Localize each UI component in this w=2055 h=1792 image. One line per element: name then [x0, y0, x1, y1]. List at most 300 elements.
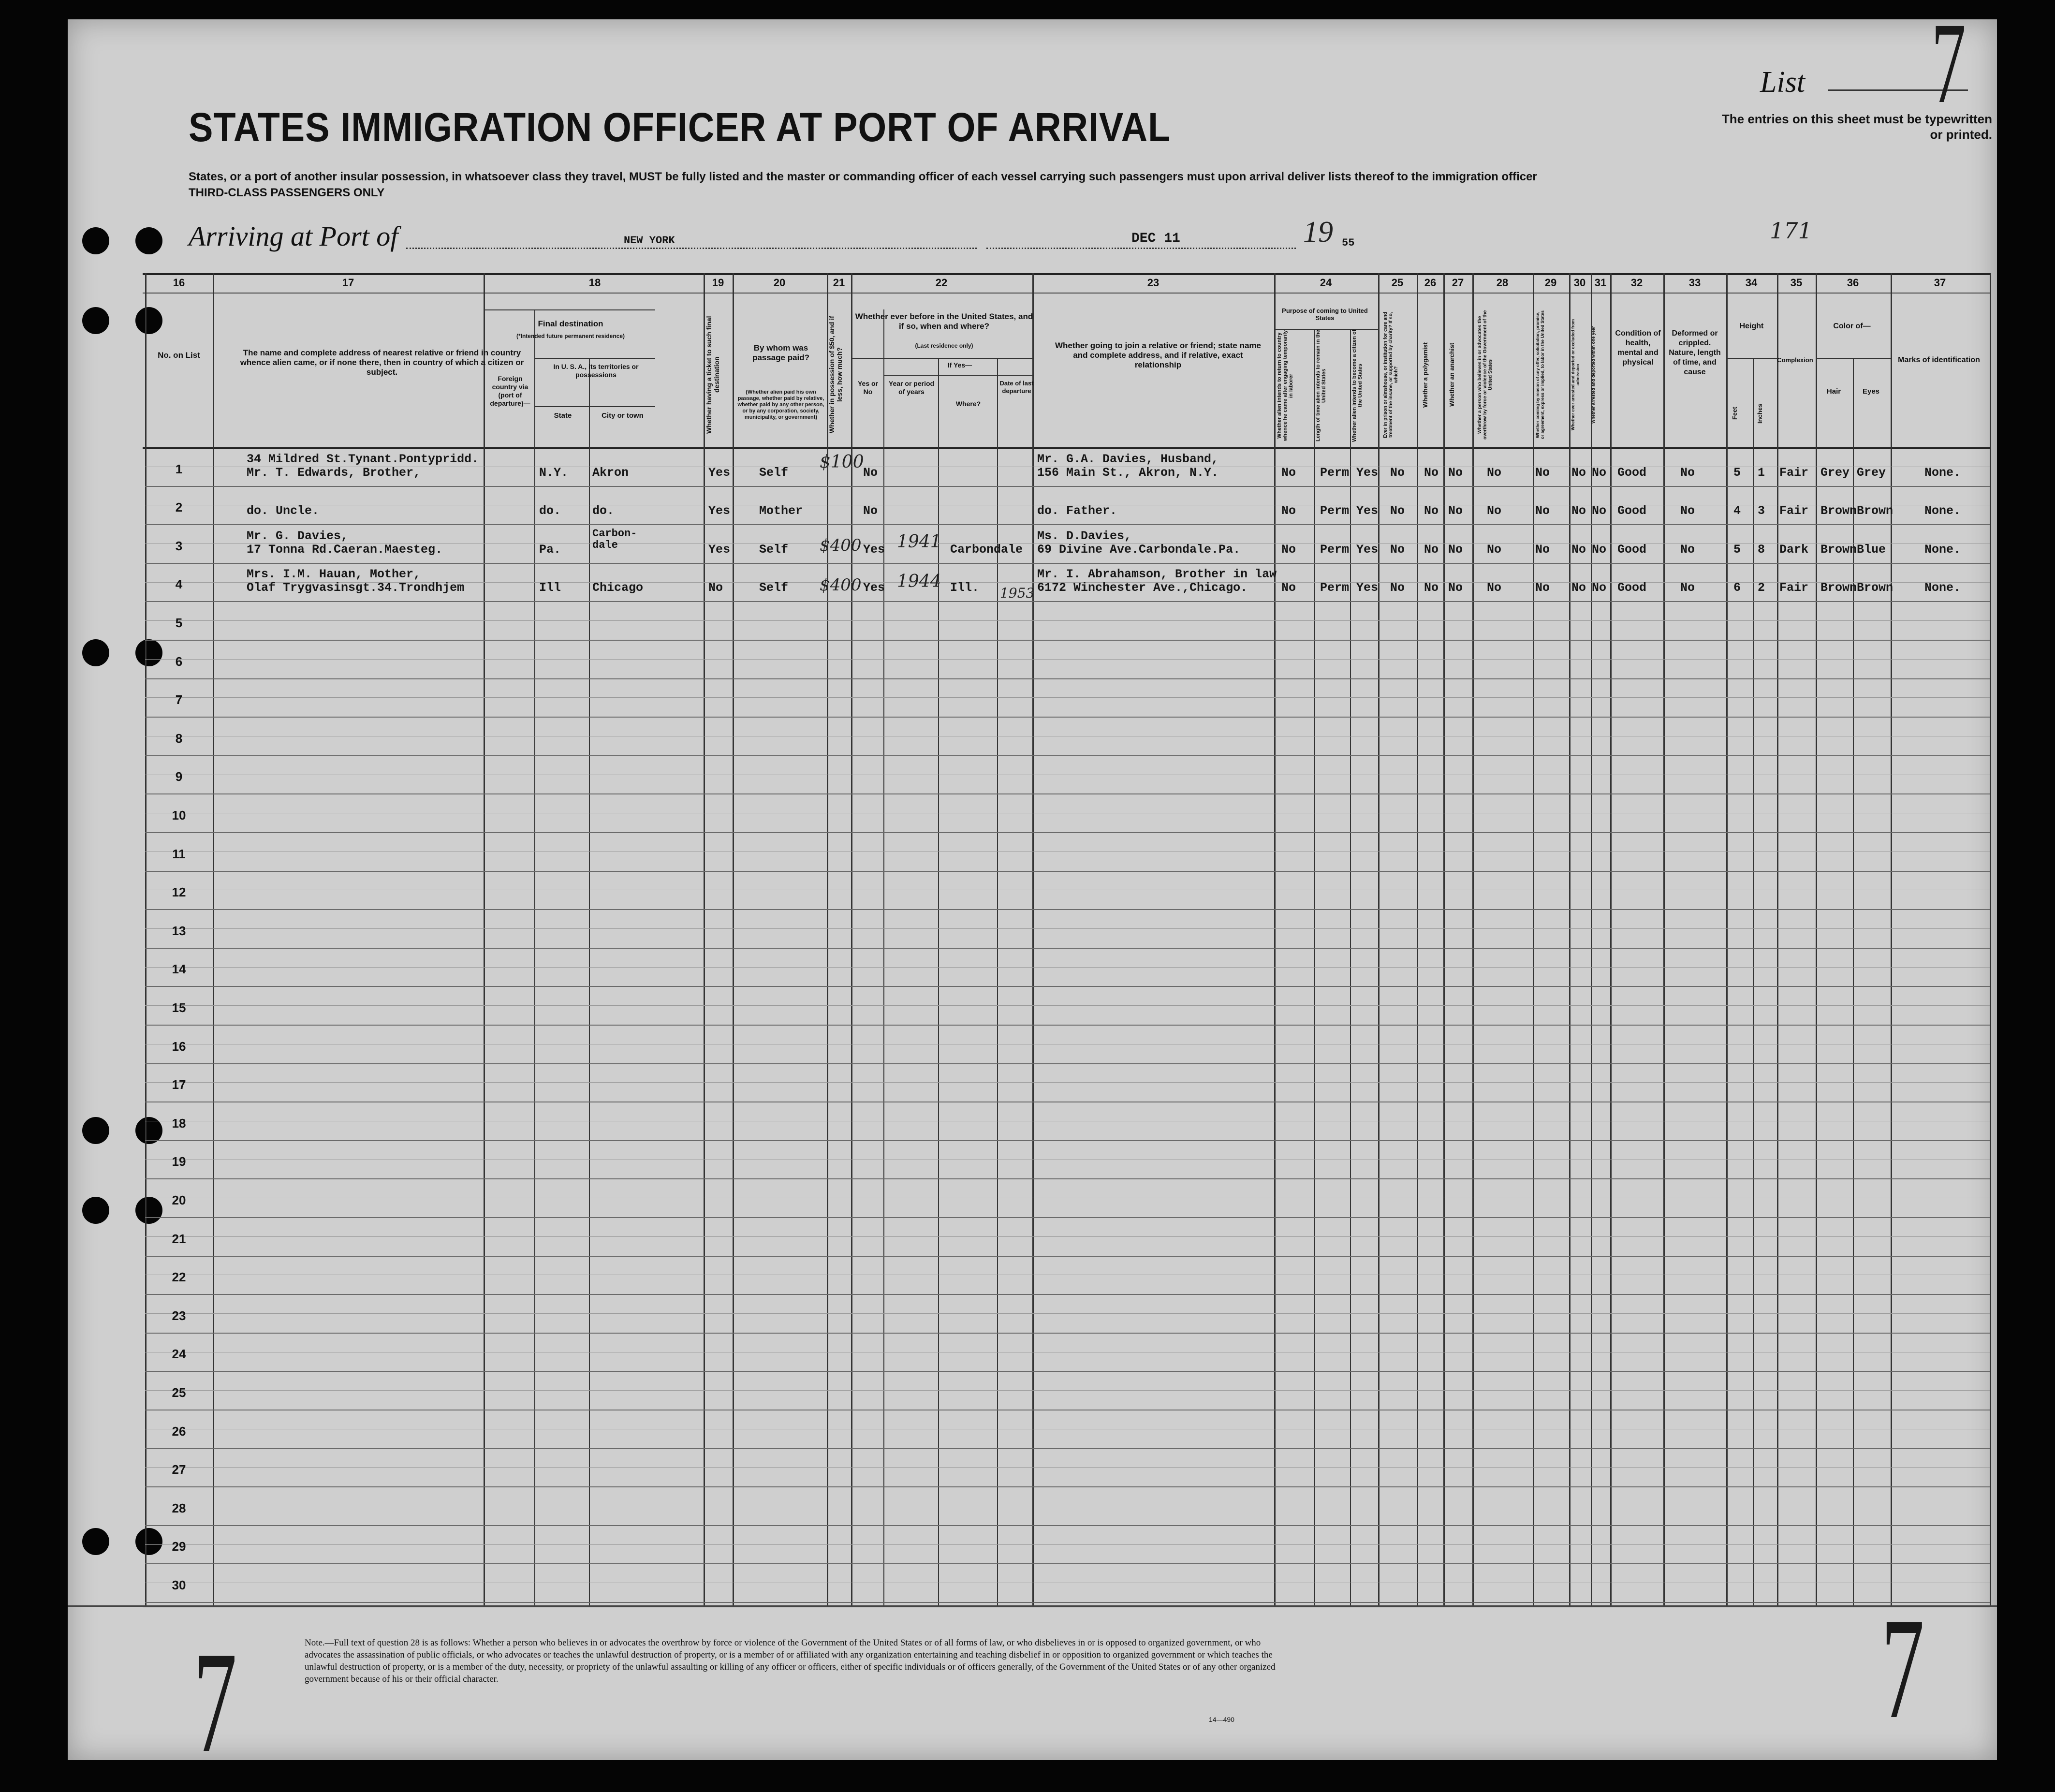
header-subdivider — [851, 358, 1032, 359]
column-number: 37 — [1934, 277, 1946, 289]
header-bottom-border — [143, 447, 1990, 449]
header-final-destination-note: (*Intended future permanent residence) — [516, 333, 625, 339]
passenger-class: THIRD-CLASS PASSENGERS ONLY — [189, 186, 385, 199]
cell-feet: 5 — [1733, 543, 1741, 557]
cell-city: do. — [592, 504, 615, 518]
header-height: Height — [1739, 322, 1764, 330]
cell-citizen: Yes — [1356, 466, 1379, 480]
cell-prison: No — [1390, 466, 1405, 480]
column-divider — [1274, 273, 1276, 1605]
cell-deformed: No — [1680, 543, 1695, 557]
cell-eyes: Blue — [1857, 543, 1886, 557]
row-divider — [145, 563, 1990, 564]
header-purpose: Purpose of coming to United States — [1282, 307, 1368, 322]
cell-complexion: Fair — [1779, 581, 1809, 595]
column-number: 27 — [1452, 277, 1464, 289]
header-join-relative: Whether going to join a relative or friend; state name and complete address, and if relative, exact relationship — [1055, 341, 1261, 369]
handwritten-money-3: $400 — [820, 536, 862, 555]
column-divider — [1777, 273, 1778, 1605]
row-divider — [145, 1602, 1990, 1603]
row-divider — [145, 986, 1990, 987]
list-number-handwritten: 7 — [1931, 19, 1966, 127]
header-before-note: (Last residence only) — [915, 342, 973, 349]
cell-relative-line1: Mr. G. Davies, — [247, 529, 349, 543]
cell-q28: No — [1487, 466, 1502, 480]
form-subtitle: States, or a port of another insular possession, in whatsoever class they travel, MUST be fully listed and the master or commanding officer of each vessel carrying such passengers must upon arrival deliver lists thereof to the immigration officer — [189, 170, 1537, 183]
cell-polygamist: No — [1424, 543, 1439, 557]
row-divider — [145, 1178, 1990, 1179]
column-divider — [1663, 273, 1665, 1605]
row-number: 7 — [175, 692, 183, 707]
cell-paid-by: Self — [759, 543, 789, 557]
cell-ticket: Yes — [708, 504, 731, 518]
header-polygamist: Whether a polygamist — [1422, 342, 1429, 408]
header-passage-note: (Whether alien paid his own passage, whether paid by relative, whether paid by any other person, or by any corporation, society, municipality, or government) — [737, 389, 824, 420]
row-divider — [145, 793, 1990, 794]
punch-hole — [82, 1117, 109, 1144]
header-purpose-return: Whether alien intends to return to country whence he came after engaging temporarily in laborer — [1277, 330, 1294, 441]
punch-hole — [82, 639, 109, 666]
header-q31: Whether arrested and deported within one year — [1591, 326, 1596, 424]
cell-q29: No — [1535, 466, 1550, 480]
row-number: 1 — [175, 462, 183, 476]
header-subdivider — [1726, 358, 1777, 359]
row-number: 27 — [172, 1462, 186, 1477]
handwritten-year-3: 1941 — [897, 532, 941, 552]
row-midline — [145, 1544, 1990, 1545]
cell-marks: None. — [1924, 466, 1961, 480]
cell-hair: Brown — [1820, 543, 1857, 557]
row-divider — [145, 1563, 1990, 1564]
cell-hair: Brown — [1820, 581, 1857, 595]
cell-return: No — [1281, 581, 1296, 595]
cell-before-where: Carbondale — [950, 543, 1023, 557]
row-number: 18 — [172, 1116, 186, 1131]
cell-length: Perm — [1320, 581, 1350, 595]
cell-join-line2: 156 Main St., Akron, N.Y. — [1037, 466, 1219, 480]
row-divider — [145, 1448, 1990, 1449]
page-stamp: 171 — [1770, 218, 1812, 244]
cell-q31: No — [1592, 581, 1607, 595]
row-midline — [145, 1467, 1990, 1468]
table-top-border — [143, 273, 1990, 275]
row-midline — [145, 697, 1990, 698]
header-foreign-country: Foreign country via (port of departure)— — [490, 375, 530, 407]
date-value: DEC 11 — [1131, 231, 1180, 246]
cell-prison: No — [1390, 543, 1405, 557]
subcolumn-divider — [534, 309, 535, 1605]
cell-city: Chicago — [592, 581, 644, 595]
cell-q28: No — [1487, 581, 1502, 595]
cell-health: Good — [1617, 504, 1647, 518]
cell-prison: No — [1390, 581, 1405, 595]
row-divider — [145, 1025, 1990, 1026]
cell-q31: No — [1592, 466, 1607, 480]
cell-feet: 4 — [1733, 504, 1741, 518]
column-number: 18 — [588, 277, 601, 289]
colnum-row-border — [143, 293, 1990, 294]
cell-deformed: No — [1680, 466, 1695, 480]
list-mark-right: 7 — [1881, 1588, 1924, 1748]
column-number: 28 — [1496, 277, 1509, 289]
cell-eyes: Brown — [1857, 504, 1894, 518]
cell-join-line2: 6172 Winchester Ave.,Chicago. — [1037, 581, 1248, 595]
header-q28: Whether a person who believes in or advocates the overthrow by force or violence of the Government of the United States — [1477, 310, 1493, 440]
cell-join-line1: Mr. I. Abrahamson, Brother in law — [1037, 567, 1277, 581]
header-before-year: Year or period of years — [888, 380, 935, 396]
column-divider — [1610, 273, 1612, 1605]
cell-length: Perm — [1320, 504, 1350, 518]
column-number: 36 — [1847, 277, 1859, 289]
cell-complexion: Fair — [1779, 466, 1809, 480]
cell-ticket: Yes — [708, 543, 731, 557]
row-midline — [145, 1390, 1990, 1391]
year-suffix: 55 — [1342, 237, 1355, 249]
cell-marks: None. — [1924, 543, 1961, 557]
header-subdivider — [1816, 358, 1891, 359]
column-divider — [1032, 273, 1034, 1605]
row-number: 8 — [175, 731, 183, 746]
header-health: Condition of health, mental and physical — [1615, 329, 1661, 367]
cell-hair: Brown — [1820, 504, 1857, 518]
column-divider — [733, 273, 734, 1605]
cell-state: N.Y. — [539, 466, 569, 480]
row-number: 19 — [172, 1154, 186, 1169]
header-ticket: Whether having a ticket to such final destination — [705, 316, 720, 434]
header-subdivider — [534, 358, 655, 359]
column-number: 16 — [173, 277, 185, 289]
row-midline — [145, 1082, 1990, 1083]
cell-q28: No — [1487, 543, 1502, 557]
cell-health: Good — [1617, 581, 1647, 595]
column-divider — [1891, 273, 1892, 1605]
cell-eyes: Brown — [1857, 581, 1894, 595]
row-divider — [145, 871, 1990, 872]
cell-length: Perm — [1320, 466, 1350, 480]
row-number: 17 — [172, 1077, 186, 1092]
header-final-destination: Final destination — [538, 319, 603, 328]
header-before-date: Date of last departure — [999, 380, 1034, 395]
header-prison: Ever in prison or almshouse, or institution for care and treatment of the insane, or supported by charity? If so, which? — [1383, 311, 1399, 438]
cell-feet: 5 — [1733, 466, 1741, 480]
row-number: 30 — [172, 1578, 186, 1592]
cell-deformed: No — [1680, 581, 1695, 595]
date-line — [986, 248, 1296, 249]
cell-marks: None. — [1924, 581, 1961, 595]
cell-q30: No — [1571, 581, 1586, 595]
row-midline — [145, 967, 1990, 968]
column-number: 26 — [1424, 277, 1437, 289]
subcolumn-divider — [589, 358, 590, 1605]
cell-q29: No — [1535, 504, 1550, 518]
row-divider — [145, 717, 1990, 718]
cell-q28: No — [1487, 504, 1502, 518]
row-number: 10 — [172, 808, 186, 823]
row-number: 15 — [172, 1000, 186, 1015]
cell-state: Ill — [539, 581, 561, 595]
row-number: 11 — [172, 847, 186, 861]
header-q29: Whether coming by reason of any offer, solicitation, promise, or agreement, express or implied, to labor in the United States — [1535, 310, 1545, 440]
column-divider — [1726, 273, 1728, 1605]
cell-return: No — [1281, 543, 1296, 557]
cell-join-line2: 69 Divine Ave.Carbondale.Pa. — [1037, 543, 1241, 557]
row-divider — [145, 755, 1990, 756]
header-feet: Feet — [1731, 407, 1738, 420]
header-money: Whether in possession of $50, and if less, how much? — [828, 316, 843, 434]
column-divider — [1378, 273, 1380, 1605]
cell-q30: No — [1571, 504, 1586, 518]
header-eyes: Eyes — [1862, 387, 1880, 396]
header-before-yesno: Yes or No — [857, 380, 879, 396]
header-subdivider — [484, 309, 655, 310]
column-number: 20 — [773, 277, 786, 289]
row-midline — [145, 620, 1990, 621]
cell-relative-line2: 17 Tonna Rd.Caeran.Maesteg. — [247, 543, 443, 557]
column-number: 22 — [935, 277, 948, 289]
cell-hair: Grey — [1820, 466, 1850, 480]
column-number: 23 — [1147, 277, 1160, 289]
cell-before-yn: Yes — [863, 543, 885, 557]
header-subdivider — [534, 406, 655, 407]
cell-polygamist: No — [1424, 504, 1439, 518]
row-number: 20 — [172, 1193, 186, 1207]
cell-q29: No — [1535, 581, 1550, 595]
cell-anarchist: No — [1448, 504, 1463, 518]
cell-citizen: Yes — [1356, 581, 1379, 595]
column-divider — [1533, 273, 1534, 1605]
column-divider — [1816, 273, 1817, 1605]
cell-inches: 1 — [1758, 466, 1765, 480]
row-divider — [145, 1256, 1990, 1257]
row-divider — [145, 1294, 1990, 1295]
column-divider — [1990, 273, 1991, 1605]
header-before-where: Where? — [955, 400, 981, 408]
header-before-in-us: Whether ever before in the United States, and if so, when and where? — [855, 312, 1033, 331]
row-divider — [145, 524, 1990, 525]
handwritten-money-4: $400 — [820, 575, 862, 595]
cell-join-line1: Ms. D.Davies, — [1037, 529, 1132, 543]
arriving-label: Arriving at Port of — [189, 220, 398, 252]
cell-citizen: Yes — [1356, 543, 1379, 557]
form-title: STATES IMMIGRATION OFFICER AT PORT OF ARRIVAL — [189, 104, 1171, 150]
cell-citizen: Yes — [1356, 504, 1379, 518]
cell-complexion: Dark — [1779, 543, 1809, 557]
row-midline — [145, 928, 1990, 929]
handwritten-money-1: $100 — [820, 452, 864, 472]
row-number: 6 — [175, 654, 183, 669]
row-number: 4 — [175, 577, 183, 591]
header-no-on-list: No. on List — [158, 351, 200, 360]
header-deformed: Deformed or crippled. Nature, length of time, and cause — [1669, 329, 1721, 376]
column-divider — [1443, 273, 1445, 1605]
column-number: 29 — [1544, 277, 1557, 289]
cell-q30: No — [1571, 543, 1586, 557]
cell-q31: No — [1592, 543, 1607, 557]
handwritten-year-4: 1944 — [897, 572, 941, 591]
cell-health: Good — [1617, 543, 1647, 557]
punch-hole — [82, 227, 109, 254]
cell-before-yn: No — [863, 504, 878, 518]
cell-before-yn: Yes — [863, 581, 885, 595]
row-number: 22 — [172, 1270, 186, 1284]
cell-inches: 3 — [1758, 504, 1765, 518]
cell-relative-line2: Olaf Trygvasinsgt.34.Trondhjem — [247, 581, 465, 595]
column-number: 31 — [1594, 277, 1607, 289]
header-q30: Whether ever arrested and deported or excluded from admission — [1571, 319, 1580, 431]
header-marks: Marks of identification — [1898, 356, 1980, 364]
row-divider — [145, 1217, 1990, 1218]
header-purpose-length: Length of time alien intends to remain in the United States — [1315, 329, 1327, 442]
row-midline — [145, 1005, 1990, 1006]
column-number: 19 — [712, 277, 724, 289]
cell-inches: 2 — [1758, 581, 1765, 595]
column-divider — [1569, 273, 1571, 1605]
cell-return: No — [1281, 466, 1296, 480]
column-number: 25 — [1391, 277, 1404, 289]
column-number: 34 — [1745, 277, 1758, 289]
row-number: 13 — [172, 924, 186, 938]
row-number: 23 — [172, 1308, 186, 1323]
row-number: 16 — [172, 1039, 186, 1054]
cell-deformed: No — [1680, 504, 1695, 518]
row-divider — [145, 1140, 1990, 1141]
cell-city: Akron — [592, 466, 629, 480]
header-passage-paid: By whom was passage paid? — [752, 343, 810, 362]
cell-q30: No — [1571, 466, 1586, 480]
row-divider — [145, 678, 1990, 679]
cell-before-yn: No — [863, 466, 878, 480]
column-number: 35 — [1790, 277, 1803, 289]
row-divider — [145, 909, 1990, 910]
column-number: 30 — [1573, 277, 1586, 289]
column-divider — [484, 273, 485, 1605]
row-divider — [145, 640, 1990, 641]
row-divider — [145, 948, 1990, 949]
row-number: 9 — [175, 769, 183, 784]
header-inches: Inches — [1756, 403, 1763, 424]
column-number: 21 — [833, 277, 845, 289]
cell-join-line1: Mr. G.A. Davies, Husband, — [1037, 452, 1219, 466]
row-divider — [145, 1525, 1990, 1526]
row-number: 28 — [172, 1501, 186, 1515]
row-divider — [145, 601, 1990, 602]
cell-before-where: Ill. — [950, 581, 980, 595]
cell-join-line2: do. Father. — [1037, 504, 1117, 518]
row-number: 3 — [175, 539, 183, 553]
cell-relative-line2: Mr. T. Edwards, Brother, — [247, 466, 421, 480]
cell-paid-by: Self — [759, 466, 789, 480]
cell-health: Good — [1617, 466, 1647, 480]
row-divider — [145, 1486, 1990, 1487]
year-prefix: 19 — [1303, 216, 1333, 249]
punch-hole — [135, 227, 162, 254]
row-number: 29 — [172, 1539, 186, 1554]
column-divider — [1472, 273, 1474, 1605]
column-divider — [1417, 273, 1418, 1605]
cell-relative-line2: do. Uncle. — [247, 504, 320, 518]
cell-state: do. — [539, 504, 561, 518]
column-number: 17 — [342, 277, 354, 289]
header-purpose-citizen: Whether alien intends to become a citizen of the United States — [1351, 329, 1363, 442]
subcolumn-divider — [1753, 358, 1754, 1605]
subcolumn-divider — [883, 309, 884, 1605]
header-if-yes: If Yes— — [947, 361, 972, 369]
form-number: 14—490 — [1209, 1716, 1234, 1723]
cell-length: Perm — [1320, 543, 1350, 557]
cell-anarchist: No — [1448, 581, 1463, 595]
cell-anarchist: No — [1448, 543, 1463, 557]
port-value: NEW YORK — [624, 235, 675, 247]
row-number: 12 — [172, 885, 186, 899]
cell-return: No — [1281, 504, 1296, 518]
cell-city: Carbon- dale — [592, 528, 637, 551]
row-divider — [145, 486, 1990, 487]
cell-q31: No — [1592, 504, 1607, 518]
cell-paid-by: Mother — [759, 504, 803, 518]
column-number: 33 — [1688, 277, 1701, 289]
row-number: 5 — [175, 616, 183, 630]
row-number: 24 — [172, 1347, 186, 1361]
handwritten-date-4: 1953 — [1000, 585, 1035, 601]
cell-state: Pa. — [539, 543, 561, 557]
row-divider — [145, 1371, 1990, 1372]
row-midline — [145, 659, 1990, 660]
cell-ticket: Yes — [708, 466, 731, 480]
entries-note: The entries on this sheet must be typewritten or printed. — [1721, 112, 1992, 142]
cell-polygamist: No — [1424, 466, 1439, 480]
cell-polygamist: No — [1424, 581, 1439, 595]
cell-relative-line1: Mrs. I.M. Hauan, Mother, — [247, 567, 421, 581]
header-color-of: Color of— — [1833, 322, 1871, 330]
row-divider — [145, 1063, 1990, 1064]
footer-divider — [68, 1605, 1997, 1607]
header-hair: Hair — [1826, 387, 1841, 396]
header-relative: The name and complete address of nearest relative or friend in country whence alien came, or if none there, then in country of which a citizen or subject. — [240, 348, 524, 377]
cell-q29: No — [1535, 543, 1550, 557]
cell-ticket: No — [708, 581, 723, 595]
cell-complexion: Fair — [1779, 504, 1809, 518]
cell-relative-line1: 34 Mildred St.Tynant.Pontypridd. — [247, 452, 479, 466]
row-number: 14 — [172, 962, 186, 976]
column-divider — [827, 273, 828, 1605]
column-number: 32 — [1630, 277, 1643, 289]
question-28-note: Note.—Full text of question 28 is as follows: Whether a person who believes in or advocates the overthrow by force or violence of the Government of the United States or of all forms of law, or who disbelieves in or is opposed to organized government, or who advocates the assassination of public officials, or who advocates or teaches the unlawful destruction of property, or is a member of or affiliated with any organization entertaining and teaching disbelief in or opposition to organized government or which teaches the unlawful destruction of property, or is a member of the duty, necessity, or propriety of the unlawful assaulting or killing of any officer or officers, either of specific individuals or of officers generally, of the Government of the United States or of any other organized government because of his or their official character. — [305, 1638, 1276, 1684]
row-number: 21 — [172, 1232, 186, 1246]
header-state: State — [554, 411, 572, 420]
row-number: 25 — [172, 1385, 186, 1400]
manifest-sheet — [68, 19, 1997, 1760]
row-divider — [145, 1333, 1990, 1334]
row-divider — [145, 832, 1990, 833]
header-in-usa: In U. S. A., its territories or possessions — [553, 363, 639, 379]
header-complexion: Complexion — [1777, 356, 1813, 364]
list-mark-left: 7 — [193, 1622, 237, 1760]
row-number: 26 — [172, 1424, 186, 1439]
cell-marks: None. — [1924, 504, 1961, 518]
cell-feet: 6 — [1733, 581, 1741, 595]
header-anarchist: Whether an anarchist — [1448, 342, 1455, 407]
column-divider — [851, 273, 852, 1605]
cell-paid-by: Self — [759, 581, 789, 595]
punch-hole — [82, 1528, 109, 1555]
column-number: 24 — [1320, 277, 1332, 289]
list-label: List — [1760, 66, 1805, 99]
row-midline — [145, 1313, 1990, 1314]
header-city: City or town — [602, 411, 644, 420]
punch-hole — [135, 307, 162, 334]
cell-anarchist: No — [1448, 466, 1463, 480]
cell-prison: No — [1390, 504, 1405, 518]
